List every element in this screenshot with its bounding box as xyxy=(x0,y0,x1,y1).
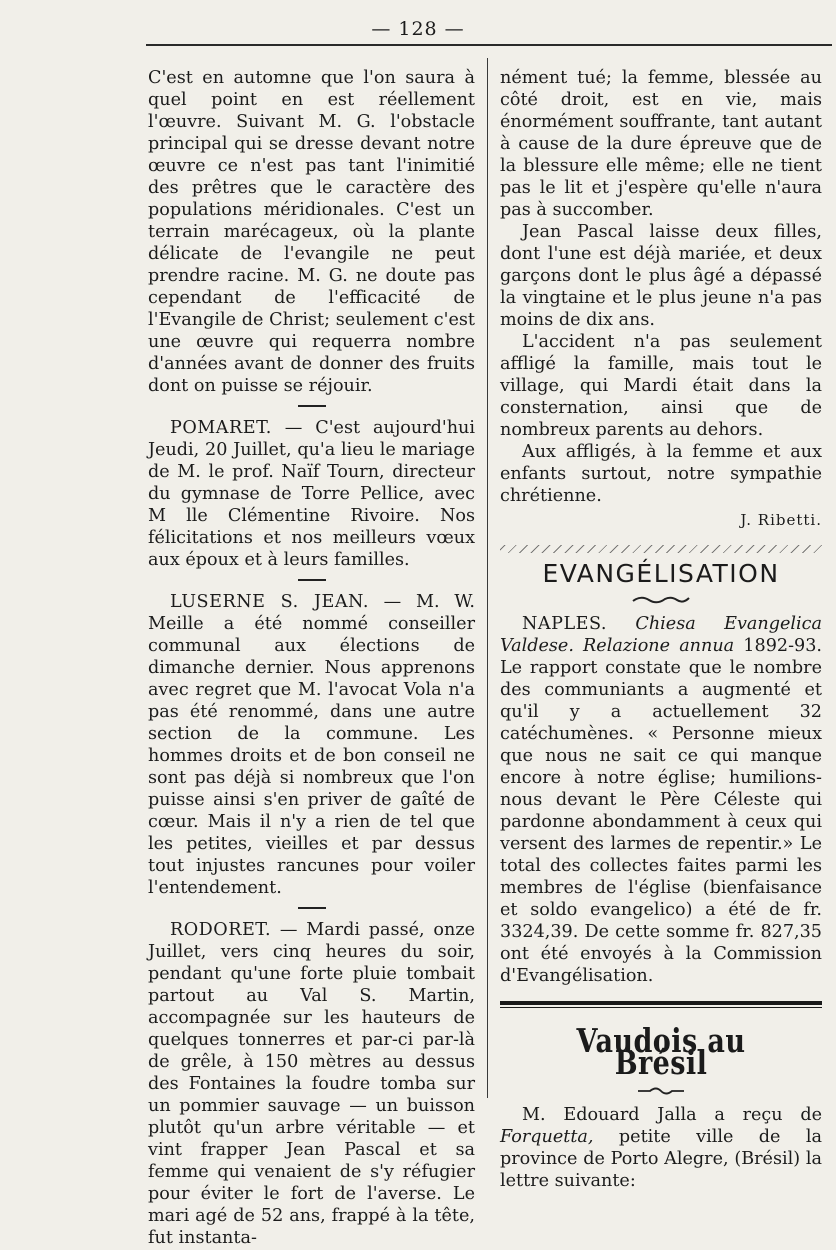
bresil-heading: Vaudois au Brésil xyxy=(576,1021,746,1082)
accident-continuation: nément tué; la femme, blessée au côté droit, est en vie, mais énormément souffrante, tant autant à cause de la dure épreuve que de la blessure elle même; elle ne tient pas le lit et j'espère qu'elle n'aura pas à succomber. xyxy=(500,68,822,220)
sympathy-paragraph: Aux affligés, à la femme et aux enfants surtout, notre sympathie chrétienne. xyxy=(500,442,822,506)
flourish-ornament xyxy=(500,1080,822,1094)
rodoret-place: RODORET. xyxy=(170,920,272,940)
rodoret-paragraph xyxy=(148,919,475,1249)
naples-paragraph xyxy=(500,613,822,987)
naples-italic: Chiesa Evangelica Valdese. Relazione annua xyxy=(500,614,822,656)
luserne-paragraph xyxy=(148,591,475,899)
naples-text: 1892-93. Le rapport constate que le nombre des communiants a augmenté et qu'il y a actuellement 32 catéchumènes. « Personne mieux que nous ne sait ce qui manque encore à notre église; humilions-nous devant le Père Céleste qui pardonne abondamment à ceux qui versent des larmes de repentir.» Le total des collectes faites parmi les membres de l'église (bienfaisance et soldo evangelico) a été de fr. 3324,39. De cette somme fr. 827,35 ont été envoyés à la Commission d'Evangélisation. xyxy=(500,636,823,986)
intro-paragraph: C'est en automne que l'on saura à quel point en est réellement l'œuvre. Suivant M. G. l'obstacle principal qui se dresse devant notre œuvre ce n'est pas tant l'inimitié des prêtres que le caractère des populations méridionales. C'est un terrain marécageux, où la plante délicate de l'evangile ne peut prendre racine. M. G. ne doute pas cependant de l'efficacité de l'Evangile de Christ; seulement c'est une œuvre qui requerra nombre d'années avant de donner des fruits dont on puisse se réjouir. xyxy=(148,68,475,396)
bresil-text-before: M. Edouard Jalla a reçu de xyxy=(522,1105,822,1125)
family-paragraph: Jean Pascal laisse deux filles, dont l'une est déjà mariée, et deux garçons dont le plus âgé a dépassé la vingtaine et le plus jeune n'a pas moins de dix ans. xyxy=(500,222,822,330)
bresil-paragraph xyxy=(500,1104,822,1192)
luserne-text: — M. W. Meille a été nommé conseiller communal aux élections de dimanche dernier. Nous apprenons avec regret que M. l'avocat Vola n'a pas été renommé, dans une autre section de la commune. Les hommes droits et de bon conseil ne sont pas déjà si nombreux que l'on puisse ainsi s'en priver de gaîté de cœur. Mais il n'y a rien de tel que les petites, vieilles et par dessus tout injustes rancunes pour voiler l'entendement. xyxy=(148,592,475,898)
village-paragraph: L'accident n'a pas seulement affligé la famille, mais tout le village, qui Mardi était dans la consternation, ainsi que de nombreux parents au dehors. xyxy=(500,332,822,440)
right-column xyxy=(500,67,822,1192)
evangelisation-heading: EVANGÉLISATION xyxy=(542,559,780,588)
section-divider xyxy=(298,907,326,909)
column-divider xyxy=(487,58,488,1098)
section-divider xyxy=(298,579,326,581)
double-rule-thick xyxy=(500,1001,822,1005)
section-divider xyxy=(298,405,326,407)
flourish-ornament xyxy=(500,589,822,603)
left-column xyxy=(148,67,475,1249)
pomaret-text: — C'est aujourd'hui Jeudi, 20 Juillet, qu'a lieu le mariage de M. le prof. Naïf Tourn, directeur du gymnase de Torre Pellice, avec M lle Clémentine Rivoire. Nos félicitations et nos meilleurs vœux aux époux et à leurs familles. xyxy=(148,418,475,570)
rodoret-text: — Mardi passé, onze Juillet, vers cinq heures du soir, pendant qu'une forte pluie tombait partout au Val S. Martin, accompagnée sur les hauteurs de quelques tonnerres et par-ci par-là de grêle, à 150 mètres au dessus des Fontaines la foudre tomba sur un pommier sauvage — un buisson plutôt qu'un arbre véritable — et vint frapper Jean Pascal et sa femme qui venaient de s'y réfugier pour éviter le fort de l'averse. Le mari agé de 52 ans, frappé à la tête, fut instanta- xyxy=(148,920,475,1248)
page-number: — 128 — xyxy=(371,18,465,40)
double-rule-thin xyxy=(500,1007,822,1008)
pomaret-place: POMARET. xyxy=(170,418,272,438)
luserne-place: LUSERNE S. JEAN. xyxy=(170,592,369,612)
bresil-italic: Forquetta, xyxy=(500,1127,594,1147)
pomaret-paragraph xyxy=(148,417,475,571)
bresil-text-after: petite ville de la province de Porto Alegre, (Brésil) la lettre suivante: xyxy=(500,1127,822,1191)
wavy-divider xyxy=(500,545,822,553)
header-rule xyxy=(146,44,832,46)
naples-place: NAPLES. xyxy=(522,614,607,634)
signature: J. Ribetti. xyxy=(740,511,822,529)
